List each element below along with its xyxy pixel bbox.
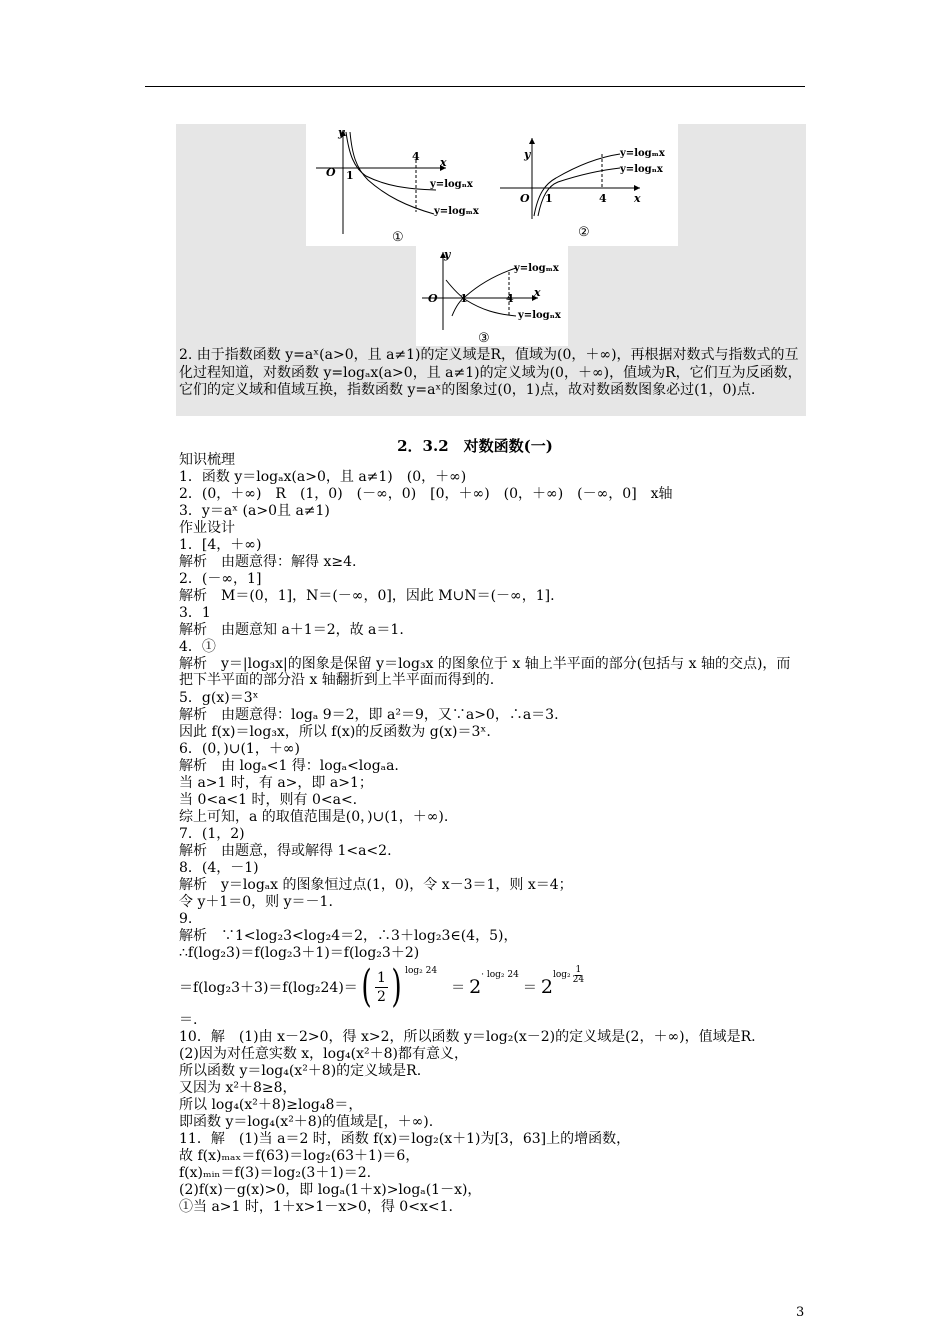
svg-text:O: O (326, 166, 336, 179)
svg-text:y: y (338, 126, 345, 139)
svg-text:y=logₙx: y=logₙx (430, 179, 473, 190)
exponent-2: · log₂ 24 (481, 970, 519, 980)
equation-lhs: ＝f(log₂3＋3)＝f(log₂24)＝ (179, 980, 358, 996)
text-line: 解析 y＝logₐx 的图象恒过点(1，0)，令 x－3＝1，则 x＝4； (179, 877, 573, 893)
svg-text:①: ① (392, 230, 404, 245)
text-line: 1．[4，＋∞) (179, 537, 262, 553)
text-line: (2)因为对任意实数 x，log₄(x²＋8)都有意义， (179, 1046, 468, 1062)
exponent-3 (553, 966, 584, 985)
svg-text:x: x (534, 286, 541, 299)
figure-2 (490, 124, 678, 246)
svg-text:O: O (428, 292, 438, 305)
left-paren: ( (361, 961, 372, 1012)
text-line: 1．函数 y＝logₐx(a>0，且 a≠1) (0，＋∞) (179, 469, 467, 485)
text-line: ＝. (179, 1012, 198, 1028)
svg-text:y=logₘx: y=logₘx (434, 206, 479, 217)
text-line: 2．(－∞，1] (179, 571, 262, 587)
text-line: 又因为 x²＋8≥8， (179, 1080, 297, 1096)
text-line: 解析 ∵1<log₂3<log₂4＝2，∴3＋log₂3∈(4，5)， (179, 928, 518, 944)
text-line: 6．(0，)∪(1，＋∞) (179, 741, 300, 757)
exponent-3-log: log₂ (552, 970, 571, 980)
text-line: 知识梳理 (179, 452, 235, 468)
text-line: 当 a>1 时，有 a>，即 a>1； (179, 775, 373, 791)
text-line: f(x)ₘᵢₙ＝f(3)＝log₂(3＋1)＝2. (179, 1165, 372, 1181)
text-line: 当 0<a<1 时，则有 0<a<. (179, 792, 358, 808)
fraction-numerator: 1 (376, 969, 386, 986)
text-line: 9. (179, 911, 193, 927)
text-line: 3．y＝aˣ (a>0且 a≠1) (179, 503, 330, 519)
base-2b: 2 (540, 976, 553, 998)
text-line: 11．解 (1)当 a＝2 时，函数 f(x)＝log₂(x＋1)为[3，63]上的增函数， (179, 1131, 631, 1147)
text-line: 4．① (179, 639, 216, 655)
text-line: 所以 log₄(x²＋8)≥log₄8＝， (179, 1097, 363, 1113)
svg-text:y: y (524, 148, 531, 161)
text-line: 作业设计 (179, 520, 235, 536)
text-line: 因此 f(x)＝log₃x，所以 f(x)的反函数为 g(x)＝3ˣ. (179, 724, 491, 740)
text-line: 令 y＋1＝0，则 y＝－1. (179, 894, 333, 910)
page-number: 3 (796, 1305, 805, 1320)
svg-text:4: 4 (506, 292, 514, 305)
figure-3-graph (416, 246, 568, 346)
base-2a: 2 (469, 976, 482, 998)
text-line: 3．1 (179, 605, 211, 621)
equals-2: ＝ (451, 980, 466, 996)
gray-paragraph: 2. 由于指数函数 y=aˣ(a>0，且 a≠1)的定义域是R，值域为(0，＋∞)，再根据对数式与指数式的互化过程知道，对数函数 y=logₐx(a>0，且 a≠1)的定义域为(0，＋∞)，值域为R，它们互为反函数，它们的定义域和值域互换，指数函数 y=aˣ的图象过(0，1)点，故对数函数图象必过(1，0)点. (179, 347, 802, 398)
fraction-half (375, 969, 388, 1006)
text-line: 所以函数 y＝log₄(x²＋8)的定义域是R. (179, 1063, 422, 1079)
text-line: 即函数 y＝log₄(x²＋8)的值域是[，＋∞). (179, 1114, 434, 1130)
right-paren: ) (391, 961, 402, 1012)
exponent-1: log₂ 24 (405, 966, 438, 976)
svg-text:③: ③ (478, 331, 490, 346)
svg-text:y=logₘx: y=logₘx (620, 148, 665, 159)
svg-text:4: 4 (599, 192, 607, 205)
text-line: 故 f(x)ₘₐₓ＝f(63)＝log₂(63＋1)＝6， (179, 1148, 420, 1164)
figure-3 (416, 246, 568, 346)
text-line: 解析 由 logₐ<1 得：logₐ<logₐa. (179, 758, 399, 774)
figure-1 (306, 124, 490, 246)
text-line: 8．(4，－1) (179, 860, 259, 876)
text-line: ①当 a>1 时，1＋x>1－x>0，得 0<x<1. (179, 1199, 453, 1215)
section-title: 2．3.2 对数函数(一) (397, 437, 553, 455)
svg-text:1: 1 (460, 292, 468, 305)
text-line: 10．解 (1)由 x－2>0，得 x>2，所以函数 y＝log₂(x－2)的定义域是(2，＋∞)，值域是R. (179, 1029, 756, 1045)
text-line: 2．(0，＋∞) R (1，0) (－∞，0) [0，＋∞) (0，＋∞) (－∞，0] x轴 (179, 486, 673, 502)
exponent-3-numerator: 1 (575, 964, 582, 975)
exponent-3-denominator: 24 (572, 974, 585, 985)
svg-text:y=logₘx: y=logₘx (514, 263, 559, 274)
svg-text:②: ② (578, 225, 590, 240)
text-line: (2)f(x)－g(x)>0，即 logₐ(1＋x)>logₐ(1－x)， (179, 1182, 482, 1198)
text-line: 7．(1，2) (179, 826, 245, 842)
exponent-3-fraction (573, 966, 584, 985)
text-line: 解析 由题意得：解得 x≥4. (179, 554, 357, 570)
text-line: 解析 由题意，得或解得 1<a<2. (179, 843, 392, 859)
svg-text:1: 1 (346, 169, 354, 182)
text-line: 解析 y＝|log₃x|的图象是保留 y＝log₃x 的图象位于 x 轴上半平面的部分(包括与 x 轴的交点)，而把下半平面的部分沿 x 轴翻折到上半平面而得到的. (179, 656, 791, 688)
svg-text:O: O (520, 192, 530, 205)
text-line: 解析 M＝(0，1]，N＝(－∞，0]，因此 M∪N＝(－∞，1]. (179, 588, 555, 604)
equation-row (179, 962, 584, 1012)
svg-text:y=logₙx: y=logₙx (620, 164, 663, 175)
text-line: 5．g(x)＝3ˣ (179, 690, 259, 706)
svg-text:y: y (444, 248, 451, 261)
svg-text:y=logₙx: y=logₙx (518, 310, 561, 321)
text-line: ∴f(log₂3)＝f(log₂3＋1)＝f(log₂3＋2) (179, 945, 420, 961)
text-line: 解析 由题意得：logₐ 9＝2，即 a²＝9，又∵a>0，∴a＝3. (179, 707, 559, 723)
figure-2-graph (490, 124, 678, 246)
figure-1-graph (306, 124, 490, 246)
text-line: 综上可知，a 的取值范围是(0，)∪(1，＋∞). (179, 809, 449, 825)
equals-3: ＝ (522, 980, 537, 996)
header-rule (145, 86, 805, 87)
svg-text:4: 4 (412, 150, 420, 163)
svg-text:x: x (440, 156, 447, 169)
fraction-denominator: 2 (376, 988, 386, 1005)
text-line: 解析 由题意知 a＋1＝2，故 a＝1. (179, 622, 404, 638)
svg-text:1: 1 (545, 192, 553, 205)
svg-text:x: x (634, 192, 641, 205)
